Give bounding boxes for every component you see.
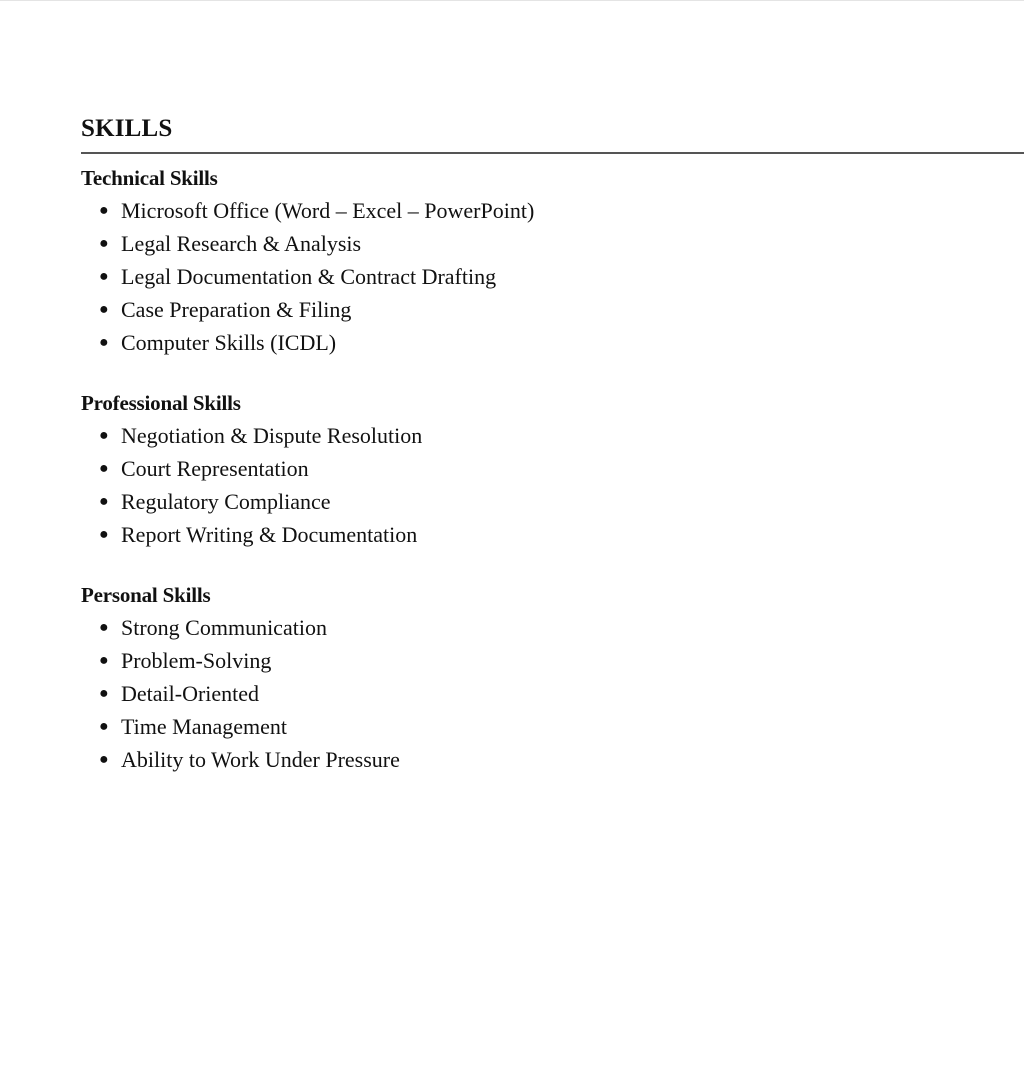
list-item [81,485,1024,518]
bullet-icon: ● [99,334,109,351]
list-item [81,419,1024,452]
skill-label: Microsoft Office (Word – Excel – PowerPoint) [121,198,535,223]
bullet-icon: ● [99,526,109,543]
list-item [81,227,1024,260]
bullet-icon: ● [99,268,109,285]
section-title: SKILLS [81,115,173,142]
bullet-icon: ● [99,718,109,735]
list-item [81,518,1024,551]
skills-section [81,114,1024,776]
page-top-edge [0,0,1024,1]
bullet-icon: ● [99,685,109,702]
skill-label: Ability to Work Under Pressure [121,747,400,772]
list-item [81,293,1024,326]
section-divider [81,152,1024,154]
list-item [81,326,1024,359]
skill-list-technical [81,194,1024,359]
skill-list-professional [81,419,1024,551]
skill-group-personal [81,582,1024,776]
skill-label: Regulatory Compliance [121,489,331,514]
bullet-icon: ● [99,493,109,510]
list-item [81,194,1024,227]
skill-label: Legal Documentation & Contract Drafting [121,264,497,289]
skill-group-professional [81,390,1024,551]
bullet-icon: ● [99,751,109,768]
skill-label: Case Preparation & Filing [121,297,352,322]
list-item [81,710,1024,743]
list-item [81,260,1024,293]
skill-label: Computer Skills (ICDL) [121,330,337,355]
skill-label: Strong Communication [121,615,327,640]
skill-group-technical [81,165,1024,359]
skill-label: Negotiation & Dispute Resolution [121,423,423,448]
bullet-icon: ● [99,202,109,219]
list-item [81,677,1024,710]
list-item [81,644,1024,677]
list-item [81,743,1024,776]
bullet-icon: ● [99,619,109,636]
list-item [81,611,1024,644]
list-item [81,452,1024,485]
bullet-icon: ● [99,301,109,318]
bullet-icon: ● [99,427,109,444]
bullet-icon: ● [99,235,109,252]
group-title-personal: Personal Skills [81,583,211,607]
skill-label: Time Management [121,714,287,739]
skill-list-personal [81,611,1024,776]
skill-label: Legal Research & Analysis [121,231,362,256]
skill-label: Problem-Solving [121,648,272,673]
bullet-icon: ● [99,460,109,477]
group-title-professional: Professional Skills [81,391,241,415]
bullet-icon: ● [99,652,109,669]
group-title-technical: Technical Skills [81,166,218,190]
skill-label: Detail-Oriented [121,681,260,706]
skill-label: Court Representation [121,456,309,481]
skill-label: Report Writing & Documentation [121,522,418,547]
